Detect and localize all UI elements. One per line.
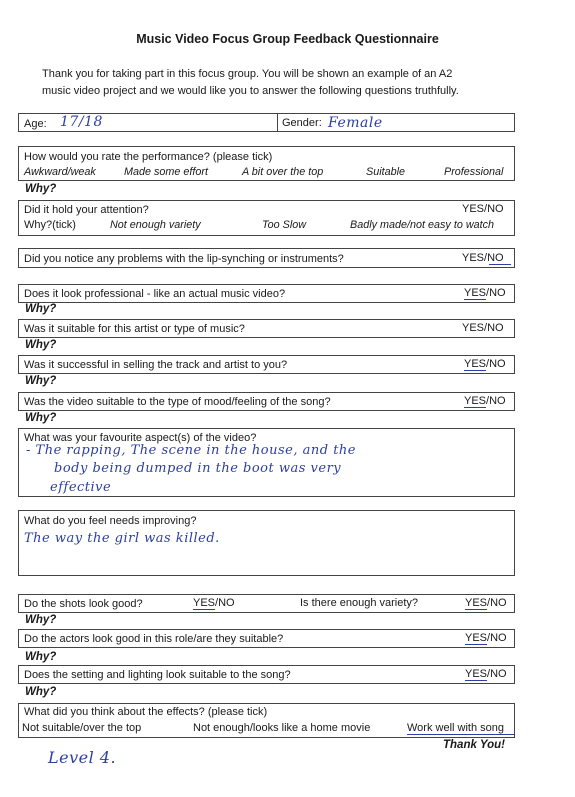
why-label: Why? [25, 303, 57, 315]
why-label: Why? [25, 614, 57, 626]
question-text: Did it hold your attention? [24, 204, 149, 216]
option-some-effort[interactable]: Made some effort [124, 166, 209, 178]
question-text: What do you feel needs improving? [24, 515, 197, 527]
question-text: What did you think about the effects? (please tick) [24, 706, 268, 718]
why-tick-label: Why?(tick) [24, 219, 76, 231]
question-text: Is there enough variety? [300, 597, 419, 609]
option-not-enough[interactable]: Not enough/looks like a home movie [193, 722, 371, 734]
question-text: Does it look professional - like an actual music video? [24, 288, 286, 300]
intro-line: music video project and we would like you to answer the following questions truthfully. [42, 85, 459, 97]
why-label: Why? [25, 686, 57, 698]
yes-no-answer[interactable]: YES/NO [193, 597, 235, 609]
handwritten-grade: Level 4. [48, 748, 117, 767]
yes-no-answer[interactable]: YES/NO [464, 395, 506, 407]
handwritten-answer[interactable]: - The rapping, The scene in the house, and the [26, 443, 356, 458]
question-text: Did you notice any problems with the lip-synching or instruments? [24, 253, 344, 265]
option-professional[interactable]: Professional [444, 166, 504, 178]
question-text: Do the actors look good in this role/are they suitable? [24, 633, 284, 645]
why-label: Why? [25, 183, 57, 195]
yes-no-answer[interactable]: YES/NO [465, 597, 507, 609]
option-not-suitable[interactable]: Not suitable/over the top [22, 722, 142, 734]
handwritten-answer[interactable]: body being dumped in the boot was very [54, 461, 342, 476]
handwritten-answer[interactable]: The way the girl was killed. [24, 531, 220, 546]
intro-text [42, 66, 537, 100]
why-label: Why? [25, 339, 57, 351]
age-label: Age: [24, 118, 47, 130]
answer-underline [464, 370, 486, 371]
yes-no-answer[interactable]: YES/NO [462, 252, 504, 264]
intro-line: Thank you for taking part in this focus group. You will be shown an example of an A2 [42, 68, 453, 80]
option-awkward[interactable]: Awkward/weak [24, 166, 96, 178]
yes-no-answer[interactable]: YES/NO [464, 358, 506, 370]
answer-underline [193, 609, 215, 610]
option-suitable[interactable]: Suitable [366, 166, 406, 178]
yes-no-answer[interactable]: YES/NO [462, 203, 504, 215]
option-too-slow[interactable]: Too Slow [262, 219, 307, 231]
answer-underline [465, 609, 487, 610]
option-badly-made[interactable]: Badly made/not easy to watch [350, 219, 495, 231]
handwritten-answer[interactable]: effective [50, 480, 112, 495]
why-label: Why? [25, 375, 57, 387]
question-text: Do the shots look good? [24, 598, 143, 610]
option-not-enough-variety[interactable]: Not enough variety [110, 219, 201, 231]
answer-underline [465, 644, 487, 645]
gender-answer[interactable]: Female [328, 115, 383, 131]
question-text: Was it suitable for this artist or type of music? [24, 323, 245, 335]
question-text: Was the video suitable to the type of mood/feeling of the song? [24, 396, 331, 408]
thank-you-text: Thank You! [443, 739, 505, 751]
answer-underline [464, 299, 486, 300]
yes-no-answer[interactable]: YES/NO [464, 287, 506, 299]
yes-no-answer[interactable]: YES/NO [465, 668, 507, 680]
question-text: Does the setting and lighting look suitable to the song? [24, 669, 291, 681]
answer-underline [489, 264, 511, 265]
yes-no-answer[interactable]: YES/NO [462, 322, 504, 334]
question-text: Was it successful in selling the track and artist to you? [24, 359, 288, 371]
option-work-well[interactable]: Work well with song [407, 722, 504, 734]
question-text: What was your favourite aspect(s) of the video? [24, 432, 257, 444]
yes-no-answer[interactable]: YES/NO [465, 632, 507, 644]
option-over-the-top[interactable]: A bit over the top [242, 166, 324, 178]
why-label: Why? [25, 412, 57, 424]
answer-underline [407, 734, 514, 735]
gender-label: Gender: [282, 117, 322, 129]
question-text: How would you rate the performance? (please tick) [24, 151, 273, 163]
why-label: Why? [25, 651, 57, 663]
divider [277, 114, 278, 131]
age-answer[interactable]: 17/18 [60, 114, 103, 130]
page-title: Music Video Focus Group Feedback Questionnaire [136, 32, 439, 46]
answer-underline [465, 680, 487, 681]
answer-underline [464, 407, 486, 408]
